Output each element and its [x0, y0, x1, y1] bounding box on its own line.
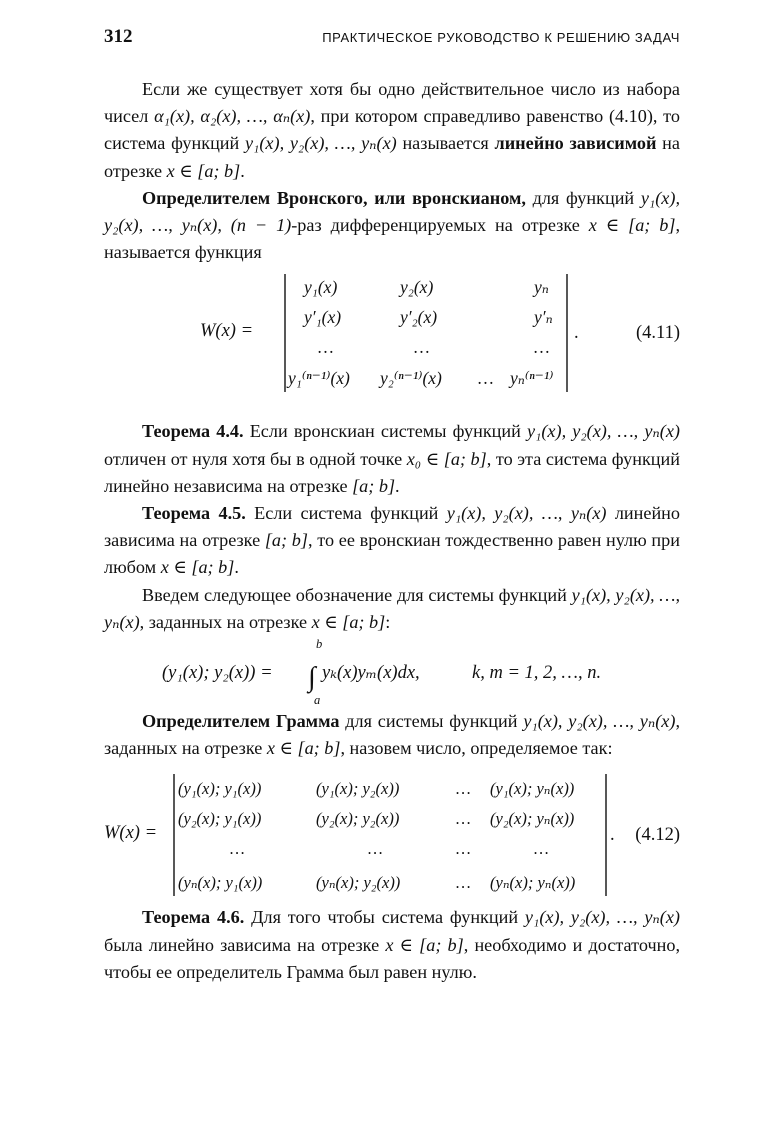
- gram-cell: (y₂(x); y₁(x)): [178, 809, 262, 829]
- equation-gram: [104, 762, 680, 904]
- wr-cell: yₙ: [534, 277, 549, 298]
- text: была линейно зависима на отрезке: [104, 934, 386, 955]
- term-bold: линейно зависимой: [494, 133, 657, 154]
- math-inline: x ∈ [a; b]: [311, 611, 386, 632]
- math-inline: y₁(x), y₂(x), …, yₙ(x): [526, 421, 680, 442]
- math-inline: y₁(x), y₂(x), …, yₙ(x): [104, 584, 680, 632]
- gram-cell: …: [230, 839, 245, 859]
- text: , называется функция: [104, 215, 681, 263]
- equation-number: (4.12): [635, 825, 680, 846]
- gram-cell: …: [368, 839, 383, 859]
- theorem-label: Теорема 4.4.: [142, 421, 244, 442]
- eq-trailing-period: .: [574, 323, 579, 344]
- wr-cell: …: [318, 337, 334, 358]
- index-range: k, m = 1, 2, …, n.: [472, 663, 602, 684]
- text: -раз дифференцируемых на отрезке: [291, 215, 589, 236]
- text: , заданных на отрезке: [139, 611, 312, 632]
- equation-inner-product: [104, 636, 680, 708]
- wr-cell: y₂(x): [400, 277, 434, 298]
- text: Если система функций: [245, 503, 447, 524]
- gram-cell: (yₙ(x); y₁(x)): [178, 873, 263, 893]
- wr-cell: y₁⁽ⁿ⁻¹⁾(x): [288, 368, 350, 389]
- integral-lower-limit: a: [314, 693, 321, 708]
- text: Если вронскиан системы функций: [243, 421, 527, 442]
- integral-upper-limit: b: [316, 637, 323, 652]
- wr-cell: y₁(x): [304, 277, 338, 298]
- math-inline: x ∈ [a; b]: [266, 738, 341, 759]
- page-header: [104, 26, 680, 48]
- text: Если же существует хотя бы одно действительное число из набора чисел: [104, 79, 680, 127]
- gram-cell: (y₁(x); y₂(x)): [316, 779, 400, 799]
- gram-cell: (y₁(x); yₙ(x)): [490, 779, 575, 799]
- text: линейно зависима на отрезке: [104, 503, 681, 551]
- math-inline: α₁(x), α₂(x), …, αₙ(x): [154, 106, 311, 127]
- math-inline: y₁(x), y₂(x), …, yₙ(x): [446, 503, 607, 524]
- gram-cell: (y₁(x); y₁(x)): [178, 779, 262, 799]
- page-number: 312: [104, 26, 133, 47]
- paragraph-gram-definition: [104, 708, 680, 762]
- text: отличен от нуля хотя бы в одной точке: [104, 448, 407, 469]
- gram-cell: (yₙ(x); yₙ(x)): [490, 873, 576, 893]
- wr-cell: y′ₙ: [534, 307, 553, 328]
- eq-trailing-period: .: [610, 825, 615, 846]
- theorem-label: Теорема 4.6.: [142, 907, 245, 928]
- math-inline: y₁(x), y₂(x), …, yₙ(x): [524, 907, 680, 928]
- text: Для того чтобы система функций: [244, 907, 525, 928]
- math-inline: y₁(x), y₂(x), …, yₙ(x): [244, 133, 397, 154]
- equation-wronskian-svg: [104, 266, 680, 418]
- text: , назовем число, определяемое так:: [340, 738, 613, 759]
- math-inline: [a; b]: [264, 530, 308, 551]
- text: для функций: [525, 187, 641, 208]
- wr-cell: …: [414, 337, 430, 358]
- term-bold: Определителем Грамма: [142, 711, 340, 732]
- text: , при котором справедливо равенство (4.10), то система функций: [104, 106, 680, 154]
- equation-wronskian: [104, 266, 680, 418]
- eq-lhs: W(x) =: [200, 321, 254, 342]
- math-inline: x₀ ∈ [a; b]: [406, 448, 487, 469]
- math-inline: x ∈ [a; b]: [385, 934, 464, 955]
- gram-cell: …: [456, 779, 471, 799]
- gram-cell: (yₙ(x); y₂(x)): [316, 873, 401, 893]
- paragraph-wronskian-definition: [104, 185, 680, 267]
- integrand: yₖ(x)yₘ(x)dx,: [322, 663, 420, 684]
- wr-cell: y′₁(x): [304, 307, 342, 328]
- paragraph-theorem-4-6: [104, 904, 680, 986]
- text: , необходимо и достаточно, чтобы ее определитель Грамма был равен нулю.: [104, 934, 681, 982]
- text: для системы функций: [339, 711, 524, 732]
- wr-cell: y′₂(x): [400, 307, 438, 328]
- wr-cell: …: [478, 368, 494, 389]
- wr-cell: y₂⁽ⁿ⁻¹⁾(x): [380, 368, 442, 389]
- text: на отрезке: [104, 133, 680, 181]
- text: :: [385, 611, 391, 632]
- math-inline: y₁(x), y₂(x), …, yₙ(x), (n − 1): [104, 187, 680, 236]
- integral-sign: ∫: [308, 662, 316, 694]
- text: .: [395, 475, 400, 496]
- equation-inner-product-svg: [104, 636, 680, 708]
- math-inline: [a; b]: [352, 475, 396, 496]
- theorem-label: Теорема 4.5.: [142, 503, 246, 524]
- term-bold: Определителем Вронского, или вронскианом,: [142, 187, 526, 208]
- paragraph-notation: [104, 582, 680, 636]
- eq-lhs: (y₁(x); y₂(x)) =: [162, 663, 273, 684]
- paragraph-linear-dependence: [104, 76, 680, 185]
- math-inline: x ∈ [a; b]: [588, 215, 676, 236]
- text: , то эта система функций линейно независима на отрезке: [104, 448, 680, 496]
- page-body: [104, 76, 680, 986]
- text: .: [240, 160, 245, 181]
- equation-number: (4.11): [635, 323, 680, 344]
- wr-cell: yₙ⁽ⁿ⁻¹⁾: [510, 368, 554, 389]
- text: .: [234, 557, 239, 578]
- math-inline: x ∈ [a; b]: [160, 557, 235, 578]
- paragraph-theorem-4-4: [104, 418, 680, 500]
- gram-cell: …: [456, 873, 471, 893]
- wr-cell: …: [534, 337, 550, 358]
- eq-lhs: W(x) =: [104, 823, 158, 844]
- gram-cell: …: [456, 839, 471, 859]
- gram-cell: (y₂(x); yₙ(x)): [490, 809, 575, 829]
- gram-cell: (y₂(x); y₂(x)): [316, 809, 400, 829]
- text: Введем следующее обозначение для системы функций: [142, 584, 572, 605]
- equation-gram-svg: [104, 762, 680, 904]
- gram-cell: …: [534, 839, 549, 859]
- text: , заданных на отрезке: [104, 711, 680, 759]
- paragraph-theorem-4-5: [104, 500, 680, 582]
- text: называется: [396, 133, 495, 154]
- running-title: ПРАКТИЧЕСКОЕ РУКОВОДСТВО К РЕШЕНИЮ ЗАДАЧ: [322, 30, 680, 45]
- math-inline: y₁(x), y₂(x), …, yₙ(x): [523, 711, 676, 732]
- math-inline: x ∈ [a; b]: [166, 160, 241, 181]
- text: , то ее вронскиан тождественно равен нулю при любом: [104, 530, 680, 578]
- gram-cell: …: [456, 809, 471, 829]
